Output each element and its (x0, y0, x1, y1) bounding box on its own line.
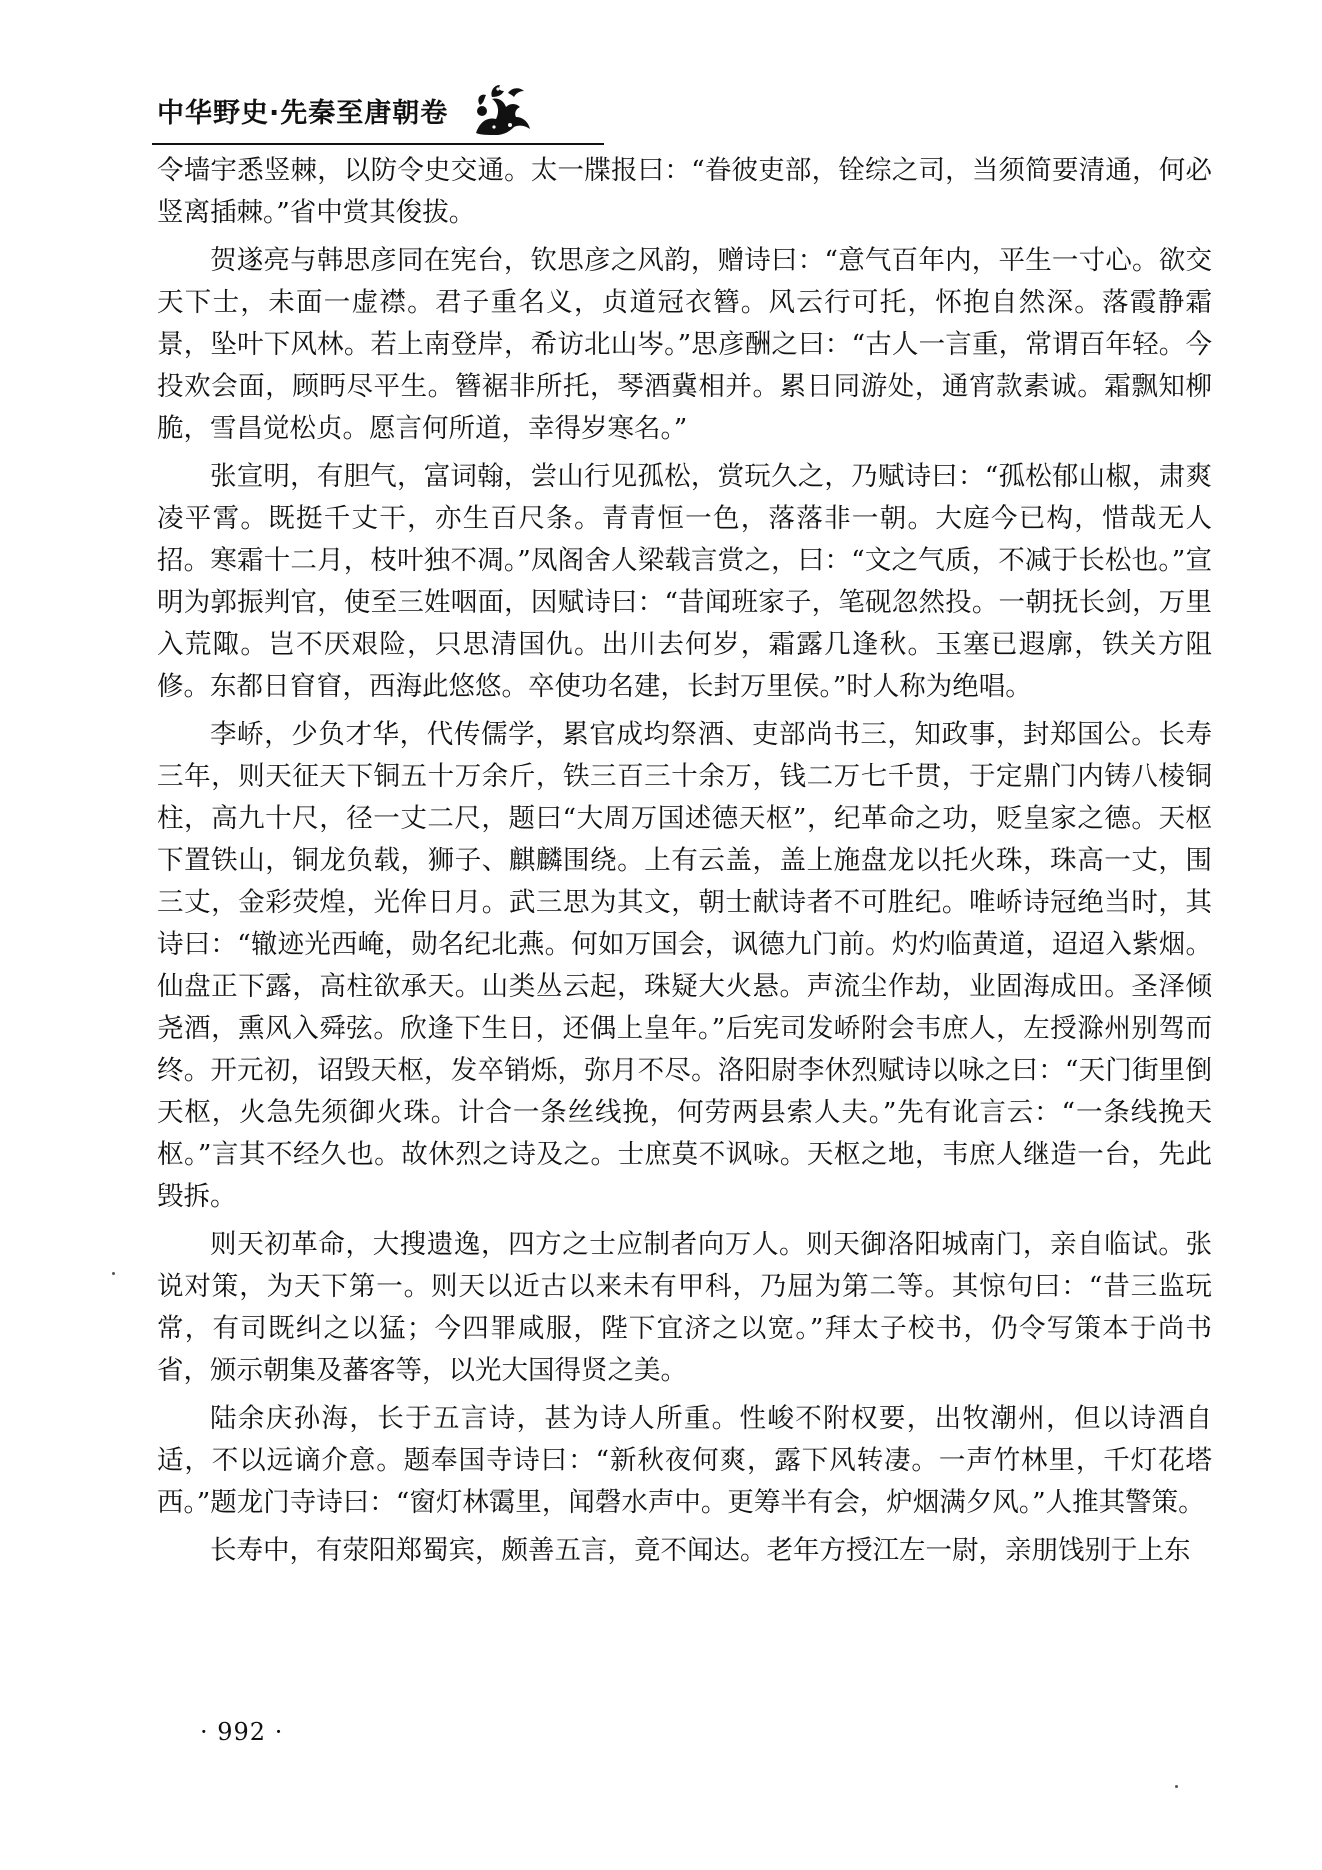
book-title: 中华野史·先秦至唐朝卷 (157, 97, 449, 129)
paragraph: 张宣明，有胆气，富词翰，尝山行见孤松，赏玩久之，乃赋诗曰：“孤松郁山椒，肃爽凌平霄。既挺千丈干，亦生百尺条。青青恒一色，落落非一朝。大庭今已构，惜哉无人招。寒霜十二月，枝叶独不凋。”凤阁舍人梁载言赏之，曰：“文之气质，不减于长松也。”宣明为郭振判官，使至三姓咽面，因赋诗曰：“昔闻班家子，笔砚忽然投。一朝抚长剑，万里入荒陬。岂不厌艰险，只思清国仇。出川去何岁，霜露几逢秋。玉塞已遐廓，铁关方阻修。东都日窅窅，西海此悠悠。卒使功名建，长封万里侯。”时人称为绝唱。 (157, 461, 1212, 702)
header-rule (152, 143, 604, 145)
running-header (157, 82, 577, 138)
scan-speck (1175, 1785, 1178, 1788)
scan-speck (112, 1272, 115, 1275)
paragraph: 李峤，少负才华，代传儒学，累官成均祭酒、吏部尚书三，知政事，封郑国公。长寿三年，则天征天下铜五十万余斤，铁三百三十余万，钱二万七千贯，于定鼎门内铸八棱铜柱，高九十尺，径一丈二尺，题曰“大周万国述德天枢”，纪革命之功，贬皇家之德。天枢下置铁山，铜龙负载，狮子、麒麟围绕。上有云盖，盖上施盘龙以托火珠，珠高一丈，围三丈，金彩荧煌，光侔日月。武三思为其文，朝士献诗者不可胜纪。唯峤诗冠绝当时，其诗曰：“辙迹光西崦，勋名纪北燕。何如万国会，讽德九门前。灼灼临黄道，迢迢入紫烟。仙盘正下露，高柱欲承天。山类丛云起，珠疑大火悬。声流尘作劫，业固海成田。圣泽倾尧酒，熏风入舜弦。欣逢下生日，还偶上皇年。”后宪司发峤附会韦庶人，左授滁州别驾而终。开元初，诏毁天枢，发卒销烁，弥月不尽。洛阳尉李休烈赋诗以咏之曰：“天门街里倒天枢，火急先须御火珠。计合一条丝线挽，何劳两县索人夫。”先有讹言云：“一条线挽天枢。”言其不经久也。故休烈之诗及之。士庶莫不讽咏。天枢之地，韦庶人继造一台，先此毁拆。 (157, 719, 1212, 1212)
paragraph: 长寿中，有荥阳郑蜀宾，颇善五言，竟不闻达。老年方授江左一尉，亲朋饯别于上东 (210, 1535, 1191, 1566)
paragraph: 令墙宇悉竖棘，以防令史交通。太一牒报曰：“眷彼吏部，铨综之司，当须简要清通，何必竖离插棘。”省中赏其俊拔。 (157, 155, 1212, 228)
body-text (157, 150, 1212, 1578)
paragraph: 陆余庆孙海，长于五言诗，甚为诗人所重。性峻不附权要，出牧潮州，但以诗酒自适，不以远谪介意。题奉国寺诗曰：“新秋夜何爽，露下风转凄。一声竹林里，千灯花塔西。”题龙门寺诗曰：“窗灯林霭里，闻磬水声中。更筹半有会，炉烟满夕风。”人推其警策。 (157, 1403, 1212, 1518)
paragraph: 贺遂亮与韩思彦同在宪台，钦思彦之风韵，赠诗曰：“意气百年内，平生一寸心。欲交天下士，未面一虚襟。君子重名义，贞道冠衣簪。风云行可托，怀抱自然深。落霞静霜景，坠叶下风林。若上南登岸，希访北山岑。”思彦酬之曰：“古人一言重，常谓百年轻。今投欢会面，顾眄尽平生。簪裾非所托，琴酒冀相并。累日同游处，通宵款素诚。霜飘知柳脆，雪昌觉松贞。愿言何所道，幸得岁寒名。” (157, 245, 1212, 444)
dragon-emblem-icon (470, 81, 534, 139)
paragraph: 则天初革命，大搜遗逸，四方之士应制者向万人。则天御洛阳城南门，亲自临试。张说对策，为天下第一。则天以近古以来未有甲科，乃屈为第二等。其惊句曰：“昔三监玩常，有司既纠之以猛；今四罪咸服，陛下宜济之以宽。”拜太子校书，仍令写策本于尚书省，颁示朝集及蕃客等，以光大国得贤之美。 (157, 1229, 1212, 1386)
page-number: · 992 · (200, 1718, 284, 1746)
